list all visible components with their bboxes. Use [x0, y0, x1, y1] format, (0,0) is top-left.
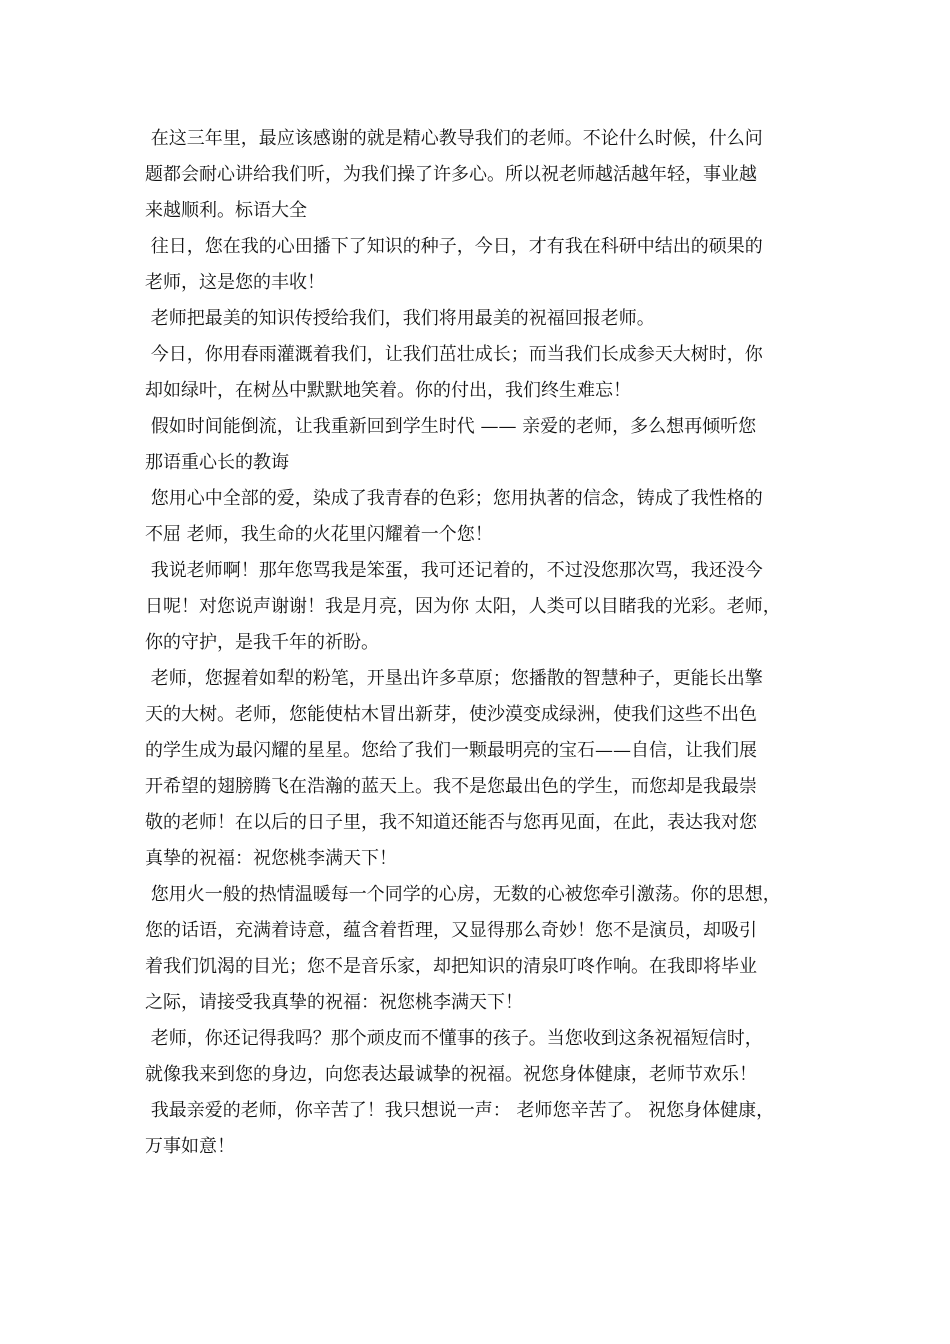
text-line: 日呢！对您说声谢谢！我是月亮，因为你 太阳，人类可以目睹我的光彩。老师， — [145, 596, 781, 617]
text-line: 在这三年里，最应该感谢的就是精心教导我们的老师。不论什么时候，什么问 — [145, 128, 763, 149]
text-line: 就像我来到您的身边，向您表达最诚挚的祝福。祝您身体健康，老师节欢乐！ — [145, 1064, 757, 1085]
paragraph — [145, 877, 825, 1021]
paragraph — [145, 661, 825, 877]
text-line: 着我们饥渴的目光；您不是音乐家，却把知识的清泉叮咚作响。在我即将毕业 — [145, 956, 757, 977]
text-line: 万事如意！ — [145, 1136, 235, 1157]
text-line: 那语重心长的教诲 — [145, 452, 289, 473]
paragraph — [145, 1093, 825, 1165]
text-line: 的学生成为最闪耀的星星。您给了我们一颗最明亮的宝石——自信，让我们展 — [145, 740, 757, 761]
text-line: 题都会耐心讲给我们听，为我们操了许多心。所以祝老师越活越年轻，事业越 — [145, 164, 757, 185]
text-line: 老师把最美的知识传授给我们，我们将用最美的祝福回报老师。 — [145, 308, 655, 329]
text-line: 来越顺利。标语大全 — [145, 200, 307, 221]
paragraph — [145, 553, 825, 661]
text-line: 真挚的祝福：祝您桃李满天下！ — [145, 848, 397, 869]
paragraph — [145, 301, 825, 337]
paragraph — [145, 229, 825, 301]
text-line: 您的话语，充满着诗意，蕴含着哲理，又显得那么奇妙！您不是演员，却吸引 — [145, 920, 757, 941]
text-line: 老师，这是您的丰收！ — [145, 272, 325, 293]
text-line: 却如绿叶，在树丛中默默地笑着。你的付出，我们终生难忘！ — [145, 380, 631, 401]
text-line: 您用心中全部的爱，染成了我青春的色彩；您用执著的信念，铸成了我性格的 — [145, 488, 763, 509]
text-line: 假如时间能倒流，让我重新回到学生时代 —— 亲爱的老师，多么想再倾听您 — [145, 416, 757, 437]
text-line: 天的大树。老师，您能使枯木冒出新芽，使沙漠变成绿洲，使我们这些不出色 — [145, 704, 757, 725]
text-line: 我说老师啊！那年您骂我是笨蛋，我可还记着的，不过没您那次骂，我还没今 — [145, 560, 763, 581]
text-line: 你的守护，是我千年的祈盼。 — [145, 632, 379, 653]
text-line: 开希望的翅膀腾飞在浩瀚的蓝天上。我不是您最出色的学生，而您却是我最崇 — [145, 776, 757, 797]
paragraph — [145, 121, 825, 229]
paragraph — [145, 337, 825, 409]
paragraph — [145, 409, 825, 481]
document-body — [145, 121, 825, 1165]
paragraph — [145, 481, 825, 553]
text-line: 之际，请接受我真挚的祝福：祝您桃李满天下！ — [145, 992, 523, 1013]
paragraph — [145, 1021, 825, 1093]
text-line: 老师，您握着如犁的粉笔，开垦出许多草原；您播散的智慧种子，更能长出擎 — [145, 668, 763, 689]
text-line: 今日，你用春雨灌溉着我们，让我们茁壮成长；而当我们长成参天大树时，你 — [145, 344, 763, 365]
text-line: 不屈 老师，我生命的火花里闪耀着一个您！ — [145, 524, 493, 545]
text-line: 老师，你还记得我吗？那个顽皮而不懂事的孩子。当您收到这条祝福短信时， — [145, 1028, 763, 1049]
text-line: 往日，您在我的心田播下了知识的种子，今日，才有我在科研中结出的硕果的 — [145, 236, 763, 257]
text-line: 敬的老师！在以后的日子里，我不知道还能否与您再见面，在此，表达我对您 — [145, 812, 757, 833]
text-line: 我最亲爱的老师，你辛苦了！我只想说一声： 老师您辛苦了。 祝您身体健康， — [145, 1100, 775, 1121]
text-line: 您用火一般的热情温暖每一个同学的心房，无数的心被您牵引激荡。你的思想， — [145, 884, 781, 905]
